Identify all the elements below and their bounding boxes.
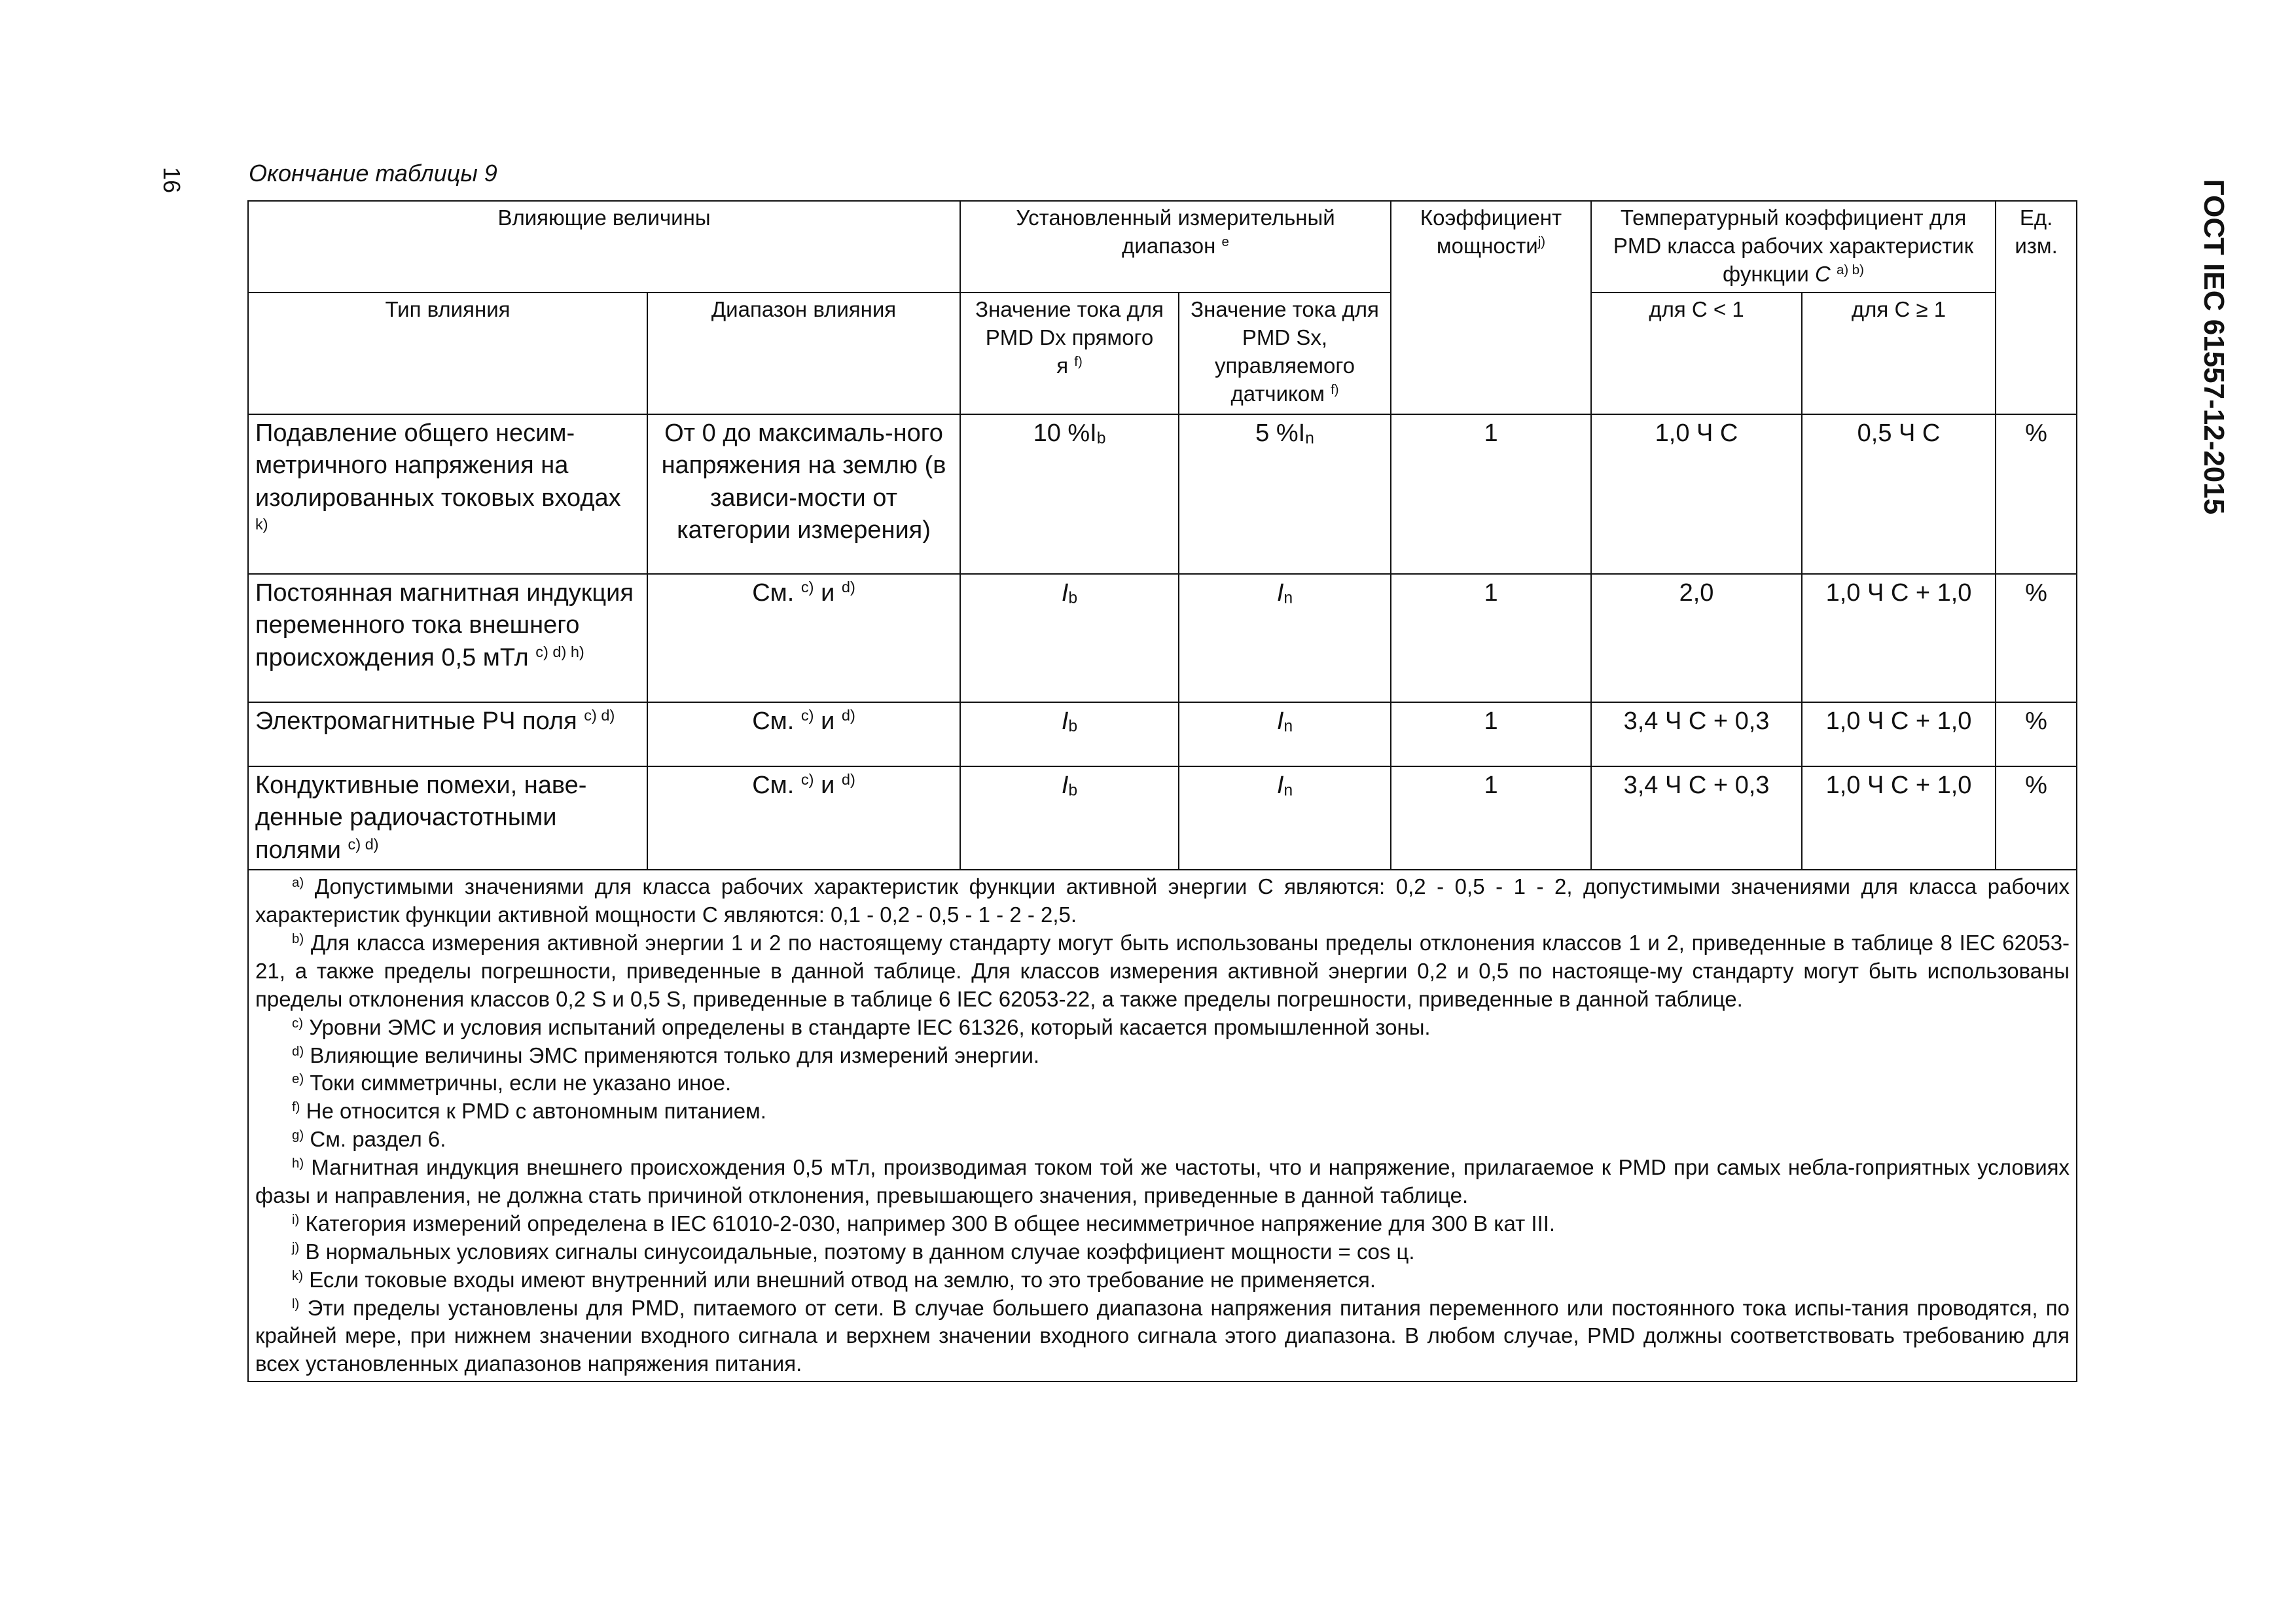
cell-unit: % [1996, 702, 2077, 766]
cell-power-factor: 1 [1391, 766, 1591, 870]
footnote: $^{c)}$ Уровни ЭМС и условия испытаний определены в стандарте IEC 61326, который касается промышленной зоны. [292, 1014, 1431, 1039]
footnote: $^{g)}$ См. раздел 6. [292, 1127, 446, 1152]
cell-current-dx: $I_b$ [960, 766, 1179, 870]
header-unit: Ед. изм. [1996, 201, 2077, 414]
footnote: $^{h)}$ Магнитная индукция внешнего происхождения 0,5 мТл, производимая током той же частоты, что и напряжение, прилагаемое к PMD при самых небла-гоприятных условиях фазы и направления, не должна стать причиной отклонения, превышающего значения, приведенные в данной таблице. [255, 1155, 2070, 1207]
cell-influence-type: Кондуктивные помехи, наве-денные радиочастотными полями $^{c) d)}$ [248, 766, 647, 870]
cell-influence-type: Электромагнитные РЧ поля $^{c) d)}$ [248, 702, 647, 766]
footnote: $^{f)}$ Не относится к PMD с автономным питанием. [292, 1099, 766, 1124]
footnote: $^{j)}$ В нормальных условиях сигналы синусоидальные, поэтому в данном случае коэффициент мощности = cos ц. [292, 1239, 1415, 1264]
header-c-lt-1: для C < 1 [1591, 293, 1802, 414]
cell-unit: % [1996, 766, 2077, 870]
footnote: $^{d)}$ Влияющие величины ЭМС применяются только для измерений энергии. [292, 1043, 1040, 1067]
cell-current-dx: 10 $\%I_b$ [960, 414, 1179, 574]
cell-power-factor: 1 [1391, 574, 1591, 702]
cell-influence-range: См. $^{c)}$ и $^{d)}$ [647, 574, 960, 702]
cell-current-dx: $I_b$ [960, 574, 1179, 702]
table-9 [247, 200, 2077, 1382]
cell-influence-type: Подавление общего несим-метричного напряжения на изолированных токовых входах $^{k)}$ [248, 414, 647, 574]
header-temp-group: Температурный коэффициент для PMD класса рабочих характеристик функции C $^{a) b)}$ [1591, 201, 1996, 293]
cell-power-factor: 1 [1391, 414, 1591, 574]
page-number: 16 [158, 166, 186, 194]
footnote: $^{e)}$ Токи симметричны, если не указано иное. [292, 1071, 732, 1096]
header-c-ge-1: для C ≥ 1 [1802, 293, 1996, 414]
footnotes [248, 870, 2077, 1382]
header-current-dx: Значение тока для PMD Dx прямого я $^{f)}$ [960, 293, 1179, 414]
cell-influence-type: Постоянная магнитная индукция переменного тока внешнего происхождения 0,5 мТл $^{c) d) h)}$ [248, 574, 647, 702]
cell-c-ge-1: 1,0 Ч C + 1,0 [1802, 574, 1996, 702]
header-range-group: Установленный измерительный диапазон $^e$ [960, 201, 1391, 293]
cell-c-lt-1: 3,4 Ч C + 0,3 [1591, 702, 1802, 766]
cell-current-dx: $I_b$ [960, 702, 1179, 766]
header-influence-type: Тип влияния [248, 293, 647, 414]
cell-power-factor: 1 [1391, 702, 1591, 766]
cell-influence-range: См. $^{c)}$ и $^{d)}$ [647, 702, 960, 766]
footnote: $^{k)}$ Если токовые входы имеют внутренний или внешний отвод на землю, то это требование не применяется. [292, 1267, 1376, 1292]
cell-c-ge-1: 0,5 Ч C [1802, 414, 1996, 574]
cell-unit: % [1996, 574, 2077, 702]
table-row [248, 702, 2077, 766]
cell-c-lt-1: 3,4 Ч C + 0,3 [1591, 766, 1802, 870]
cell-c-lt-1: 1,0 Ч C [1591, 414, 1802, 574]
table-row [248, 574, 2077, 702]
cell-current-sx: $I_n$ [1179, 766, 1391, 870]
cell-c-lt-1: 2,0 [1591, 574, 1802, 702]
cell-c-ge-1: 1,0 Ч C + 1,0 [1802, 766, 1996, 870]
header-influencing: Влияющие величины [248, 201, 960, 293]
footnote: $^{l)}$ Эти пределы установлены для PMD, питаемого от сети. В случае большего диапазона напряжения питания переменного или постоянного тока испы-тания проводятся, по крайней мере, при нижнем значении входного сигнала и верхнем значении входного сигнала этого диапазона. В любом случае, PMD должны соответствовать требованию для всех установленных диапазонов напряжения питания. [255, 1295, 2070, 1376]
header-influence-range: Диапазон влияния [647, 293, 960, 414]
cell-influence-range: См. $^{c)}$ и $^{d)}$ [647, 766, 960, 870]
cell-c-ge-1: 1,0 Ч C + 1,0 [1802, 702, 1996, 766]
table-caption: Окончание таблицы 9 [249, 160, 497, 187]
cell-unit: % [1996, 414, 2077, 574]
table-row [248, 766, 2077, 870]
cell-current-sx: $I_n$ [1179, 574, 1391, 702]
footnote: $^{a)}$ Допустимыми значениями для класса рабочих характеристик функции активной энергии C являются: 0,2 - 0,5 - 1 - 2, допустимыми значениями для класса рабочих характеристик функции активной мощности C являются: 0,1 - 0,2 - 0,5 - 1 - 2 - 2,5. [255, 874, 2070, 927]
document-id: ГОСТ IEC 61557-12-2015 [2198, 179, 2230, 515]
cell-current-sx: $I_n$ [1179, 702, 1391, 766]
cell-influence-range: От 0 до максималь-ного напряжения на землю (в зависи-мости от категории измерения) [647, 414, 960, 574]
table-row [248, 414, 2077, 574]
header-current-sx: Значение тока для PMD Sx, управляемого датчиком $^{f)}$ [1179, 293, 1391, 414]
footnote: $^{i)}$ Категория измерений определена в IEC 61010-2-030, например 300 В общее несимметричное напряжение для 300 В кат III. [292, 1211, 1556, 1236]
footnote: $^{b)}$ Для класса измерения активной энергии 1 и 2 по настоящему стандарту могут быть использованы пределы отклонения классов 1 и 2, приведенные в таблице 8 IEC 62053-21, а также пределы погрешности, приведенные в данной таблице. Для классов измерения активной энергии 0,2 и 0,5 по настояще-му стандарту могут быть использованы пределы отклонения классов 0,2 S и 0,5 S, приведенные в таблице 6 IEC 62053-22, а также пределы погрешности, приведенные в данной таблице. [255, 930, 2070, 1011]
header-power-factor: Коэффициент мощности$^{j)}$ [1391, 201, 1591, 414]
cell-current-sx: 5 $\%I_n$ [1179, 414, 1391, 574]
